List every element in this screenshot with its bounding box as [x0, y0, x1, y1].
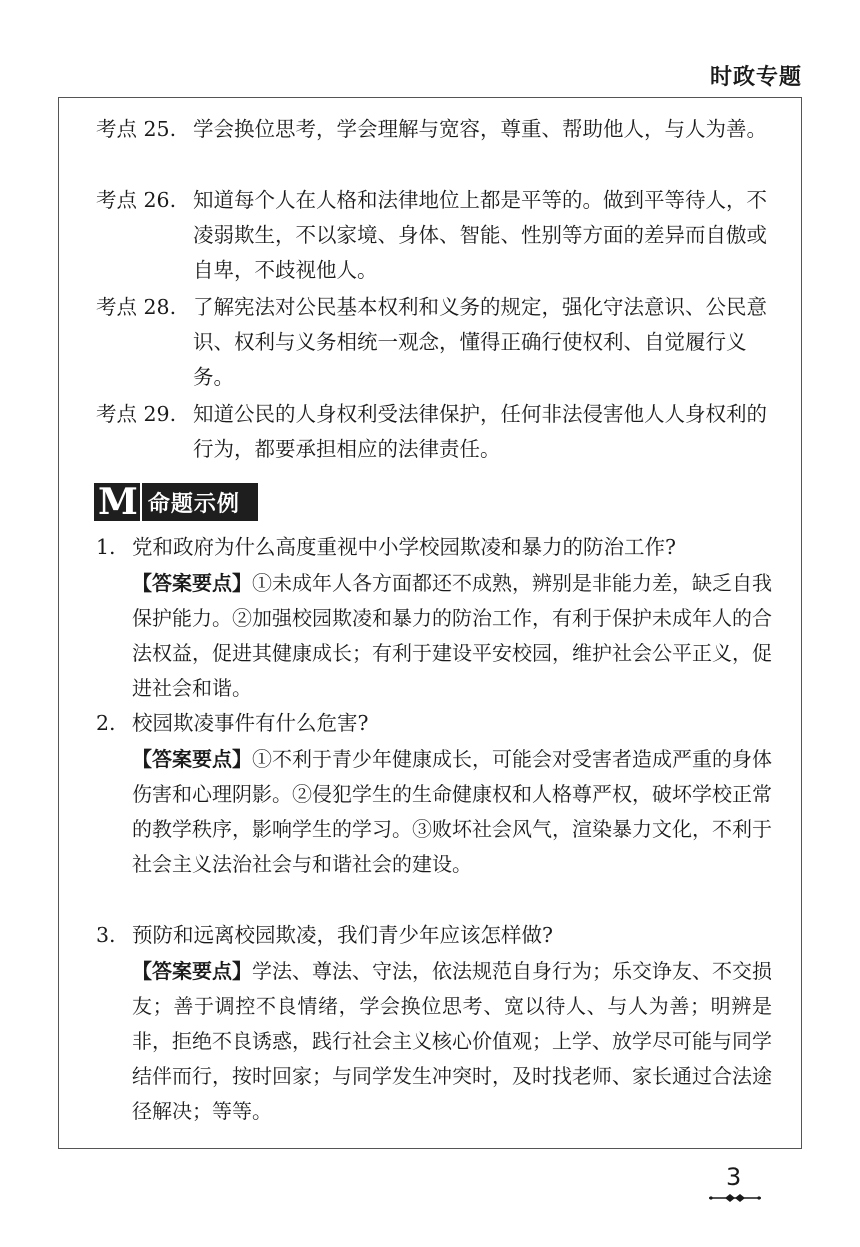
answer-key-label: 【答案要点】: [132, 959, 252, 983]
answer-key-label: 【答案要点】: [132, 747, 252, 771]
question-text: 校园欺凌事件有什么危害?: [132, 711, 369, 735]
question-text: 党和政府为什么高度重视中小学校园欺凌和暴力的防治工作?: [132, 535, 676, 559]
section-banner: [94, 483, 258, 521]
section-title: 命题示例: [147, 491, 240, 517]
kaodian-label: 考点 29.: [96, 402, 177, 426]
question-number: 2.: [96, 711, 116, 735]
page-number: 3: [726, 1163, 742, 1191]
kaodian-label: 考点 25.: [96, 117, 177, 141]
answer-key-label: 【答案要点】: [132, 571, 252, 595]
question-number: 3.: [96, 923, 116, 947]
kaodian-label: 考点 28.: [96, 295, 177, 319]
section-letter: M: [94, 483, 142, 521]
header-title: 时政专题: [709, 65, 802, 90]
answer-text: 学法、尊法、守法，依法规范自身行为；乐交诤友、不交损友；善于调控不良情绪，学会换位思考、宽以待人、与人为善；明辨是非，拒绝不良诱惑，践行社会主义核心价值观；上学、放学尽可能与同学结伴而行，按时回家；与同学发生冲突时，及时找老师、家长通过合法途径解决；等等。: [132, 959, 772, 1123]
answer-1: [132, 566, 772, 706]
kaodian-text: 知道公民的人身权利受法律保护，任何非法侵害他人人身权利的行为，都要承担相应的法律责任。: [193, 402, 767, 461]
answer-text: ①不利于青少年健康成长，可能会对受害者造成严重的身体伤害和心理阴影。②侵犯学生的生命健康权和人格尊严权，破坏学校正常的教学秩序，影响学生的学习。③败坏社会风气，渲染暴力文化，不利于社会主义法治社会与和谐社会的建设。: [132, 747, 772, 876]
kaodian-text: 知道每个人在人格和法律地位上都是平等的。做到平等待人，不凌弱欺生，不以家境、身体、智能、性别等方面的差异而自傲或自卑，不歧视他人。: [193, 188, 767, 282]
kaodian-label: 考点 26.: [96, 188, 177, 212]
page-ornament-icon: [707, 1193, 763, 1203]
question-number: 1.: [96, 535, 116, 559]
answer-3: [132, 954, 772, 1129]
kaodian-text: 学会换位思考，学会理解与宽容，尊重、帮助他人，与人为善。: [193, 117, 767, 141]
answer-2: [132, 742, 772, 882]
question-text: 预防和远离校园欺凌，我们青少年应该怎样做?: [132, 923, 553, 947]
kaodian-text: 了解宪法对公民基本权利和义务的规定，强化守法意识、公民意识、权利与义务相统一观念，懂得正确行使权利、自觉履行义务。: [193, 295, 767, 389]
answer-text: ①未成年人各方面都还不成熟，辨别是非能力差，缺乏自我保护能力。②加强校园欺凌和暴力的防治工作，有利于保护未成年人的合法权益，促进其健康成长；有利于建设平安校园，维护社会公平正义，促进社会和谐。: [132, 571, 772, 700]
